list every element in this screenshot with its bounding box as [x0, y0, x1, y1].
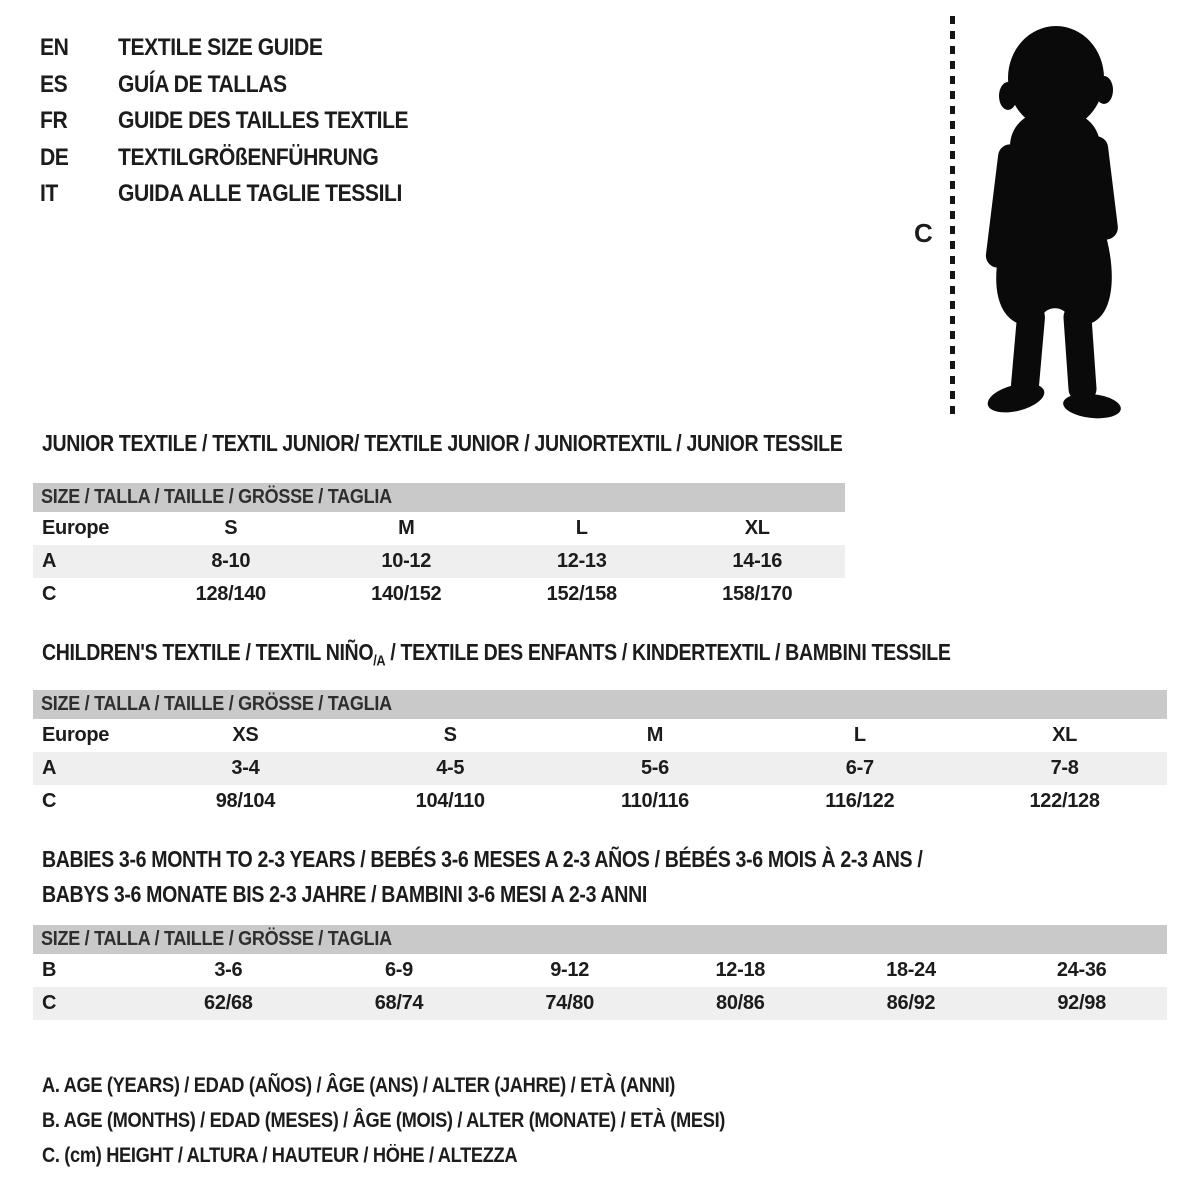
height-value: 158/170	[722, 583, 793, 605]
age-value: 3-4	[143, 752, 348, 785]
language-label: GUÍA DE TALLAS	[118, 70, 287, 98]
age-value: 4-5	[348, 752, 553, 785]
measure-legend	[42, 1068, 827, 1173]
table-row-age	[33, 752, 1167, 785]
language-row-de	[40, 140, 448, 177]
row-label: A	[33, 545, 143, 578]
language-code: EN	[40, 34, 69, 62]
junior-size-table	[33, 483, 845, 611]
height-value: 80/86	[655, 987, 826, 1020]
language-code: FR	[40, 107, 68, 135]
size-value: XL	[744, 517, 770, 539]
age-value: 10-12	[319, 545, 495, 578]
height-dashed-line	[950, 16, 955, 416]
height-value: 92/98	[996, 987, 1167, 1020]
size-value: S	[443, 724, 457, 746]
size-value: XL	[1052, 724, 1078, 746]
age-value: 14-16	[670, 545, 846, 578]
size-header-text: SIZE / TALLA / TAILLE / GRÖSSE / TAGLIA	[41, 486, 392, 508]
row-label: Europe	[42, 724, 110, 746]
height-value: 128/140	[195, 583, 266, 605]
language-row-it	[40, 176, 448, 213]
row-label: C	[33, 987, 143, 1020]
language-title-list	[40, 30, 448, 213]
table-row-age	[33, 545, 845, 578]
height-measure-figure	[912, 12, 1152, 427]
size-header-text: SIZE / TALLA / TAILLE / GRÖSSE / TAGLIA	[41, 928, 392, 950]
row-label: B	[42, 959, 57, 981]
language-code: ES	[40, 70, 68, 98]
measure-label-c: C	[914, 218, 933, 248]
language-row-es	[40, 67, 448, 104]
babies-section-title-line2: BABYS 3-6 MONATE BIS 2-3 JAHRE / BAMBINI 3-6 MESI A 2-3 ANNI	[42, 881, 647, 907]
language-label: TEXTILGRÖßENFÜHRUNG	[118, 143, 379, 171]
children-title-suffix: / TEXTILE DES ENFANTS / KINDERTEXTIL / BAMBINI TESSILE	[385, 639, 951, 665]
size-header-band	[33, 690, 1167, 719]
children-title-prefix: CHILDREN'S TEXTILE / TEXTIL NIÑO	[42, 639, 374, 665]
language-row-en	[40, 30, 448, 67]
size-value: S	[224, 517, 238, 539]
months-value: 6-9	[384, 959, 413, 981]
age-value: 5-6	[553, 752, 758, 785]
junior-section-title: JUNIOR TEXTILE / TEXTIL JUNIOR/ TEXTILE JUNIOR / JUNIORTEXTIL / JUNIOR TESSILE	[42, 430, 843, 456]
age-value: 12-13	[494, 545, 670, 578]
toddler-silhouette-image	[964, 18, 1142, 420]
babies-size-table	[33, 925, 1167, 1020]
language-code: IT	[40, 180, 58, 208]
age-value: 6-7	[757, 752, 962, 785]
children-section-title	[42, 639, 951, 670]
height-value: 74/80	[484, 987, 655, 1020]
children-title-sub: /A	[373, 652, 386, 670]
months-value: 9-12	[550, 959, 590, 981]
size-header-band	[33, 925, 1167, 954]
row-label: Europe	[42, 517, 110, 539]
row-label: C	[42, 790, 57, 812]
height-value: 62/68	[143, 987, 314, 1020]
legend-line-a: A. AGE (YEARS) / EDAD (AÑOS) / ÂGE (ANS) / ALTER (JAHRE) / ETÀ (ANNI)	[42, 1074, 676, 1097]
height-value: 152/158	[546, 583, 617, 605]
table-row-months	[33, 954, 1167, 987]
height-value: 110/116	[620, 790, 689, 812]
babies-section-title-line1: BABIES 3-6 MONTH TO 2-3 YEARS / BEBÉS 3-6 MESES A 2-3 AÑOS / BÉBÉS 3-6 MOIS À 2-3 ANS /	[42, 846, 923, 872]
age-value: 8-10	[143, 545, 319, 578]
language-label: TEXTILE SIZE GUIDE	[118, 34, 323, 62]
children-size-table	[33, 690, 1167, 818]
size-value: M	[646, 724, 664, 746]
legend-line-b: B. AGE (MONTHS) / EDAD (MESES) / ÂGE (MOIS) / ALTER (MONATE) / ETÀ (MESI)	[42, 1109, 726, 1132]
language-row-fr	[40, 103, 448, 140]
size-value: L	[575, 517, 588, 539]
height-value: 116/122	[825, 790, 895, 812]
height-value: 68/74	[314, 987, 485, 1020]
row-label: C	[42, 583, 57, 605]
months-value: 18-24	[886, 959, 936, 981]
size-value: L	[853, 724, 866, 746]
months-value: 12-18	[715, 959, 766, 981]
height-value: 122/128	[1029, 790, 1100, 812]
table-row-height	[33, 578, 845, 611]
months-value: 24-36	[1056, 959, 1107, 981]
size-value: M	[398, 517, 415, 539]
size-header-text: SIZE / TALLA / TAILLE / GRÖSSE / TAGLIA	[41, 693, 392, 715]
table-row-height	[33, 785, 1167, 818]
table-row-europe	[33, 512, 845, 545]
size-header-band	[33, 483, 845, 512]
height-value: 86/92	[826, 987, 997, 1020]
size-value: XS	[232, 724, 259, 746]
age-value: 7-8	[962, 752, 1167, 785]
height-value: 104/110	[415, 790, 485, 812]
language-label: GUIDA ALLE TAGLIE TESSILI	[118, 180, 402, 208]
legend-line-c: C. (cm) HEIGHT / ALTURA / HAUTEUR / HÖHE / ALTEZZA	[42, 1144, 518, 1167]
height-value: 140/152	[371, 583, 442, 605]
months-value: 3-6	[214, 959, 243, 981]
table-row-height	[33, 987, 1167, 1020]
row-label: A	[33, 752, 143, 785]
language-code: DE	[40, 143, 69, 171]
table-row-europe	[33, 719, 1167, 752]
language-label: GUIDE DES TAILLES TEXTILE	[118, 107, 409, 135]
height-value: 98/104	[215, 790, 276, 812]
